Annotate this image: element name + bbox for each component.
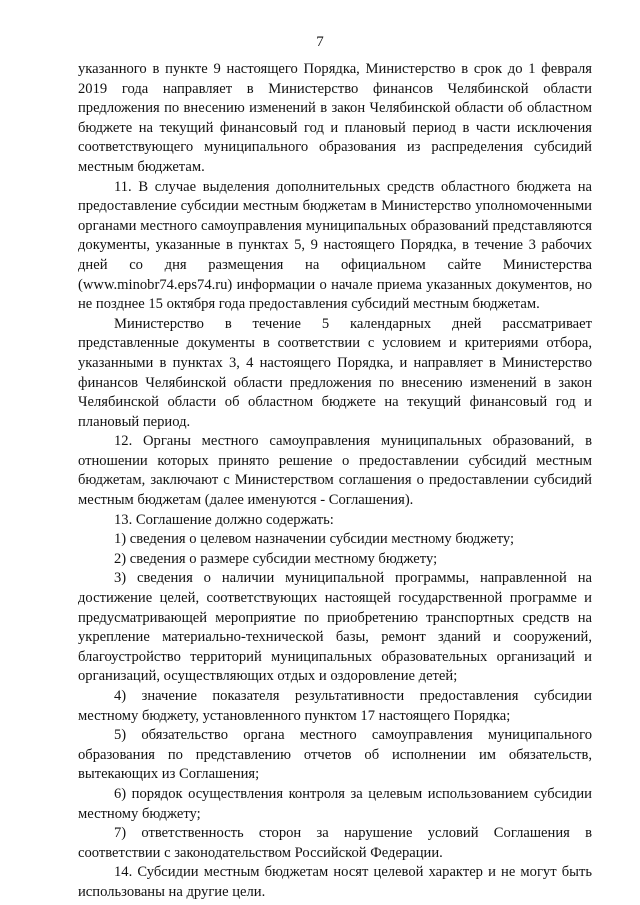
paragraph-continuation: указанного в пункте 9 настоящего Порядка, Министерство в срок до 1 февраля 2019 года направляет в Министерство финансов Челябинской области предложения по внесению изменений в закон Челябинской области об областном бюджете на текущий финансовый год и плановый период в части исключения соответствующего муниципального образования из распределения субсидий местным бюджетам. bbox=[78, 61, 592, 175]
paragraph-item-13: 13. Соглашение должно содержать: bbox=[114, 511, 334, 528]
list-item-2: 2) сведения о размере субсидии местному бюджету; bbox=[114, 550, 438, 567]
paragraph-item-12: 12. Органы местного самоуправления муниципальных образований, в отношении которых принято решение о предоставлении субсидий местным бюджетам, заключают с Министерством соглашения о предоставлении субсидий местным бюджетам (далее именуются - Соглашения). bbox=[78, 433, 592, 509]
page-number: 7 bbox=[316, 34, 324, 50]
list-item-7: 7) ответственность сторон за нарушение условий Соглашения в соответствии с законодательством Российской Федерации. bbox=[78, 825, 592, 861]
list-item-6: 6) порядок осуществления контроля за целевым использованием субсидии местному бюджету; bbox=[78, 785, 592, 822]
paragraph-item-11: 11. В случае выделения дополнительных средств областного бюджета на предоставление субсидии местным бюджетам в Министерство уполномоченными органами местного самоуправления муниципальных образований представляются документы, указанные в пунктах 5, 9 настоящего Порядка, в течение 3 рабочих дней со дня размещения на официальном сайте Министерства (www.minobr74.eps74.ru) информации о начале приема указанных документов, но не позднее 15 октября года предоставления субсидий местным бюджетам. bbox=[78, 178, 592, 313]
list-item-1: 1) сведения о целевом назначении субсидии местному бюджету; bbox=[114, 531, 515, 548]
list-item-3: 3) сведения о наличии муниципальной программы, направленной на достижение целей, соответствующих настоящей государственной программе и предусматривающей мероприятие по приобретению транспортных средств на укрепление материально-технической базы, ремонт зданий и сооружений, благоустройство территорий муниципальных образовательных организаций и организаций, осуществляющих отдых и оздоровление детей; bbox=[78, 570, 592, 685]
paragraph-item-14: 14. Субсидии местным бюджетам носят целевой характер и не могут быть использованы на другие цели. bbox=[78, 864, 592, 900]
paragraph-ministry-review: Министерство в течение 5 календарных дней рассматривает представленные документы в соответствии с условием и критериями отбора, указанными в пунктах 3, 4 настоящего Порядка, и направляет в Министерство финансов Челябинской области предложения по внесению изменений в закон Челябинской области об областном бюджете на текущий финансовый год и плановый период. bbox=[78, 315, 592, 430]
list-item-5: 5) обязательство органа местного самоуправления муниципального образования по представлению отчетов об исполнении им обязательств, вытекающих из Соглашения; bbox=[78, 727, 592, 783]
document-body bbox=[78, 60, 592, 903]
list-item-4: 4) значение показателя результативности предоставления субсидии местному бюджету, установленного пунктом 17 настоящего Порядка; bbox=[78, 688, 592, 724]
